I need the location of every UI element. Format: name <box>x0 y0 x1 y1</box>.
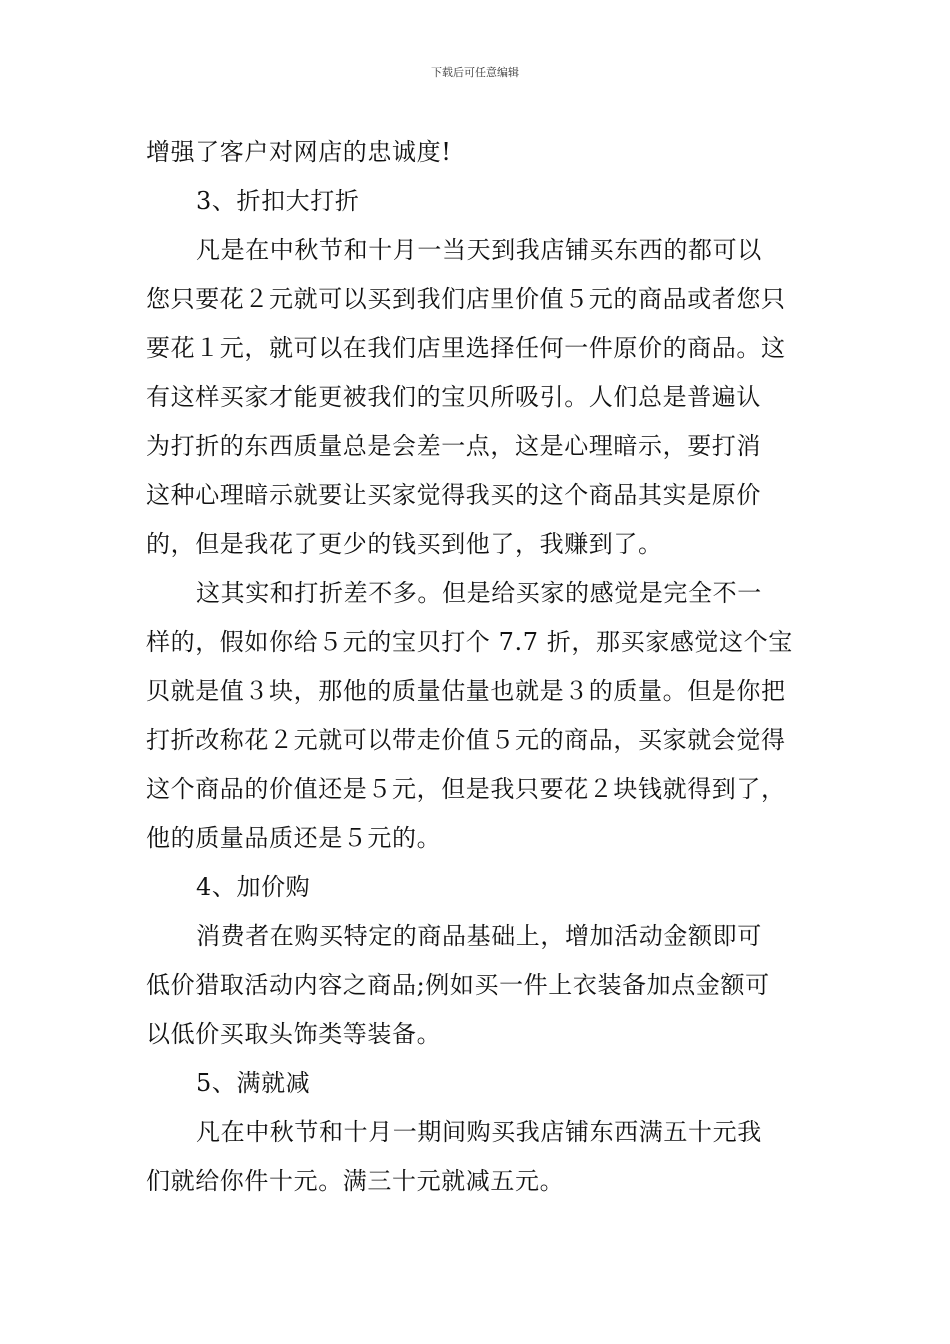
text-line-11: 样的，假如你给５元的宝贝打个 7.7 折，那买家感觉这个宝 <box>146 628 793 656</box>
section-heading-add-on-purchase: 4、加价购 <box>196 873 311 901</box>
text-line-13: 打折改称花２元就可以带走价值５元的商品，买家就会觉得 <box>146 726 786 754</box>
document-body <box>146 128 806 1206</box>
text-line-12: 贝就是值３块，那他的质量估量也就是３的质量。但是你把 <box>146 677 786 705</box>
text-line-8: 这种心理暗示就要让买家觉得我买的这个商品其实是原价 <box>146 481 761 509</box>
text-line-19: 以低价买取头饰类等装备。 <box>146 1020 442 1048</box>
section-heading-spend-and-save: 5、满就减 <box>196 1069 311 1097</box>
text-line-9: 的，但是我花了更少的钱买到他了，我赚到了。 <box>146 530 663 558</box>
text-line-6: 有这样买家才能更被我们的宝贝所吸引。人们总是普遍认 <box>146 383 761 411</box>
text-line-18: 低价猎取活动内容之商品;例如买一件上衣装备加点金额可 <box>146 971 770 999</box>
text-line-22: 们就给你件十元。满三十元就减五元。 <box>146 1167 565 1195</box>
text-line-1: 增强了客户对网店的忠诚度! <box>146 138 452 166</box>
text-line-3: 凡是在中秋节和十月一当天到我店铺买东西的都可以 <box>196 236 762 264</box>
text-line-4: 您只要花２元就可以买到我们店里价值５元的商品或者您只 <box>146 285 786 313</box>
page-header-note: 下载后可任意编辑 <box>431 66 519 79</box>
text-line-21: 凡在中秋节和十月一期间购买我店铺东西满五十元我 <box>196 1118 762 1146</box>
text-line-14: 这个商品的价值还是５元，但是我只要花２块钱就得到了， <box>146 775 786 803</box>
text-line-15: 他的质量品质还是５元的。 <box>146 824 442 852</box>
text-line-5: 要花１元，就可以在我们店里选择任何一件原价的商品。这 <box>146 334 786 362</box>
text-line-17: 消费者在购买特定的商品基础上，增加活动金额即可 <box>196 922 762 950</box>
section-heading-discount: 3、折扣大打折 <box>196 187 360 215</box>
text-line-10: 这其实和打折差不多。但是给买家的感觉是完全不一 <box>196 579 762 607</box>
text-line-7: 为打折的东西质量总是会差一点，这是心理暗示，要打消 <box>146 432 761 460</box>
